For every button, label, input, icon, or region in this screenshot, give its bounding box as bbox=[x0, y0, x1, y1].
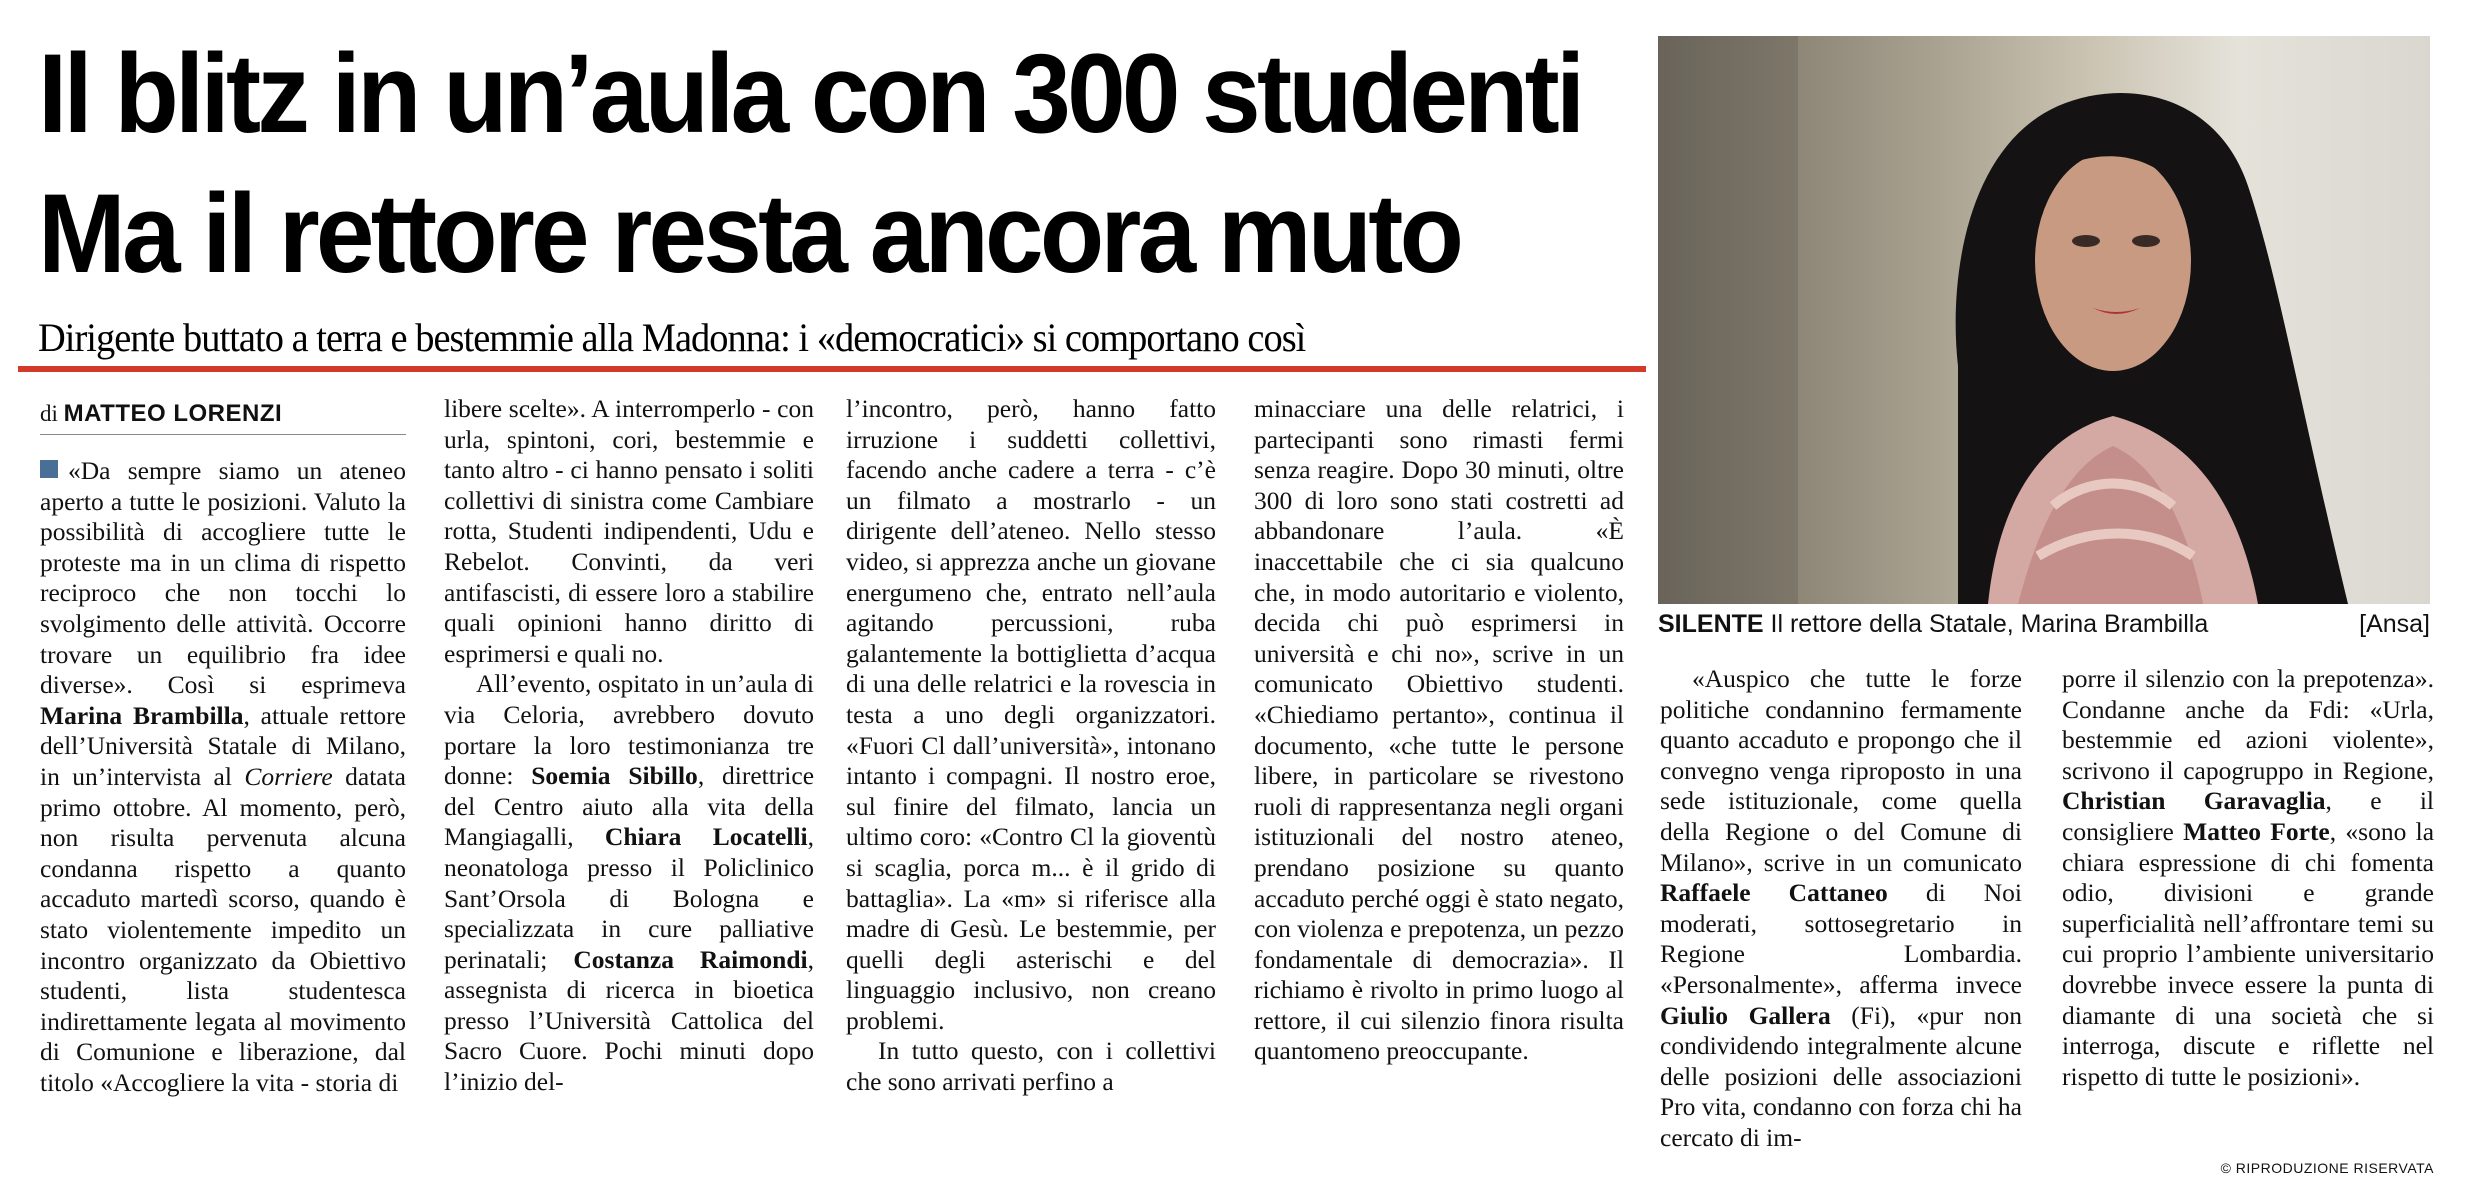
caption-text: Il rettore della Statale, Marina Brambilla bbox=[1770, 610, 2209, 638]
person-name: Giulio Gallera bbox=[1660, 1000, 1831, 1030]
article-paragraph: In tutto questo, con i collettivi che sono arrivati perfino a bbox=[846, 1036, 1216, 1097]
article-column-2 bbox=[444, 394, 814, 1098]
article-text: All’evento, ospitato in un’aula di via Celoria, avrebbero dovuto portare la loro testimonianza tre donne: bbox=[444, 669, 814, 791]
byline-author: MATTEO LORENZI bbox=[63, 400, 283, 427]
copyright-notice: © RIPRODUZIONE RISERVATA bbox=[2220, 1160, 2434, 1176]
article-column-6 bbox=[2062, 664, 2434, 1092]
caption-tag: SILENTE bbox=[1658, 610, 1764, 638]
red-divider-rule bbox=[18, 366, 1646, 372]
person-name: Christian Garavaglia bbox=[2062, 786, 2326, 816]
person-name: Costanza Raimondi bbox=[573, 944, 808, 974]
article-text: , direttrice del Centro aiuto alla vita della Mangiagalli, bbox=[444, 761, 815, 852]
article-column-5 bbox=[1660, 664, 2022, 1154]
subheadline: Dirigente buttato a terra e bestemmie alla Madonna: i «democratici» si comportano così bbox=[38, 315, 1306, 360]
person-name: Chiara Locatelli bbox=[604, 822, 808, 852]
article-column-4 bbox=[1254, 394, 1624, 1067]
article-start-bullet-icon bbox=[40, 460, 58, 478]
person-name: Raffaele Cattaneo bbox=[1660, 878, 1888, 908]
byline bbox=[40, 398, 406, 435]
article-text: , assegnista di ricerca in bioetica presso l’Università Cattolica del Sacro Cuore. Pochi minuti dopo l’inizio del- bbox=[444, 944, 814, 1097]
article-column-1 bbox=[40, 456, 406, 1098]
article-text: , attuale rettore dell’Università Statale di Milano, in un’intervista al bbox=[40, 700, 406, 791]
article-text: , neonatologa presso il Policlinico Sant’Orsola di Bologna e specializzata in cure palliative perinatali; bbox=[444, 822, 815, 974]
headline-line-1: Il blitz in un’aula con 300 studenti bbox=[38, 31, 1582, 156]
article-text: «Da sempre siamo un ateneo aperto a tutte le posizioni. Valuto la possibilità di accogliere tutte le proteste ma in un clima di rispetto reciproco che non tocchi lo svolgimento delle attività. Occorre trovare un equilibrio fra idee diverse». Così si esprimeva bbox=[40, 456, 406, 700]
article-text: datata primo ottobre. Al momento, però, non risulta pervenuta alcuna condanna rispetto a quanto accaduto martedì scorso, quando è stato violentemente impedito un incontro organizzato da Obiettivo studenti, lista studentesca indirettamente legata al movimento di Comunione e liberazione, dal titolo «Accogliere la vita - storia di bbox=[40, 761, 406, 1097]
article-text: «Auspico che tutte le forze politiche condannino fermamente quanto accaduto e propongo che il convegno venga riproposto in una sede istituzionale, come quella della Regione o del Comune di Milano», scrive in un comunicato bbox=[1660, 664, 2022, 877]
rector-photo bbox=[1658, 36, 2430, 604]
article-paragraph: minacciare una delle relatrici, i partecipanti sono rimasti fermi senza reagire. Dopo 30 minuti, oltre 300 di loro sono stati costretti ad abbandonare l’aula. «È inaccettabile che ci sia qualcuno che, in modo autoritario e violento, decida chi può esprimersi in università e chi no», scrive in un comunicato Obiettivo studenti. «Chiediamo pertanto», continua il documento, «che tutte le persone libere, in particolare se rivestono ruoli di rappresentanza negli organi istituzionali del nostro ateneo, prendano posizione su quanto accaduto perché oggi è stato negato, con violenza e prepotenza, un pezzo fondamentale di democrazia». Il richiamo è rivolto in primo luogo al rettore, il cui silenzio finora risulta quantomeno preoccupante. bbox=[1254, 394, 1624, 1066]
headline-line-2: Ma il rettore resta ancora muto bbox=[38, 171, 1461, 296]
article-paragraph: libere scelte». A interromperlo - con urla, spintoni, cori, bestemmie e tanto altro - ci hanno pensato i soliti collettivi di sinistra come Cambiare rotta, Studenti indipendenti, Udu e Rebelot. Convinti, da veri antifascisti, di essere loro a stabilire quali opinioni hanno diritto di esprimersi e quali no. bbox=[444, 394, 814, 668]
article-text: porre il silenzio con la prepotenza». Condanne anche da Fdi: «Urla, bestemmie ed azioni violente», scrivono il capogruppo in Regione, bbox=[2062, 664, 2434, 785]
byline-prefix: di bbox=[40, 401, 58, 426]
photo-credit: [Ansa] bbox=[2359, 610, 2430, 638]
newspaper-name: Corriere bbox=[244, 761, 333, 791]
photo-caption bbox=[1658, 608, 2430, 640]
person-name: Soemia Sibillo bbox=[531, 761, 698, 791]
article-text: , e il consigliere bbox=[2062, 786, 2434, 846]
person-name: Marina Brambilla bbox=[40, 700, 244, 730]
portrait-illustration bbox=[1658, 36, 2430, 604]
article-text: (Fi), «pur non condividendo integralmente alcune delle posizioni delle associazioni Pro vita, condanno con forza chi ha cercato di im- bbox=[1660, 1000, 2022, 1152]
article-text: di Noi moderati, sottosegretario in Regione Lombardia. «Personalmente», afferma invece bbox=[1660, 878, 2022, 999]
article-text: , «sono la chiara espressione di chi fomenta odio, divisioni e grande superficialità nell’affrontare temi su cui proprio l’ambiente universitario dovrebbe invece essere la punta di diamante di una società che si interroga, discute e riflette nel rispetto di tutte le posizioni». bbox=[2062, 816, 2435, 1091]
article-column-3 bbox=[846, 394, 1216, 1098]
article-paragraph: l’incontro, però, hanno fatto irruzione i suddetti collettivi, facendo anche cadere a terra - c’è un filmato a mostrarlo - un dirigente dell’ateneo. Nello stesso video, si apprezza anche un giovane energumeno che, entrato nell’aula agitando percussioni, ruba galantemente la bottiglietta d’acqua di una delle relatrici e la rovescia in testa a uno degli organizzatori. «Fuori Cl dall’università», intonano intanto i compagni. Il nostro eroe, sul finire del filmato, lancia un ultimo coro: «Contro Cl la gioventù si scaglia, porca m... è il grido di battaglia». La «m» si riferisce alla madre di Gesù. Le bestemmie, per quelli degli asterischi e del linguaggio inclusivo, non creano problemi. bbox=[846, 394, 1216, 1035]
person-name: Matteo Forte bbox=[2183, 816, 2330, 846]
